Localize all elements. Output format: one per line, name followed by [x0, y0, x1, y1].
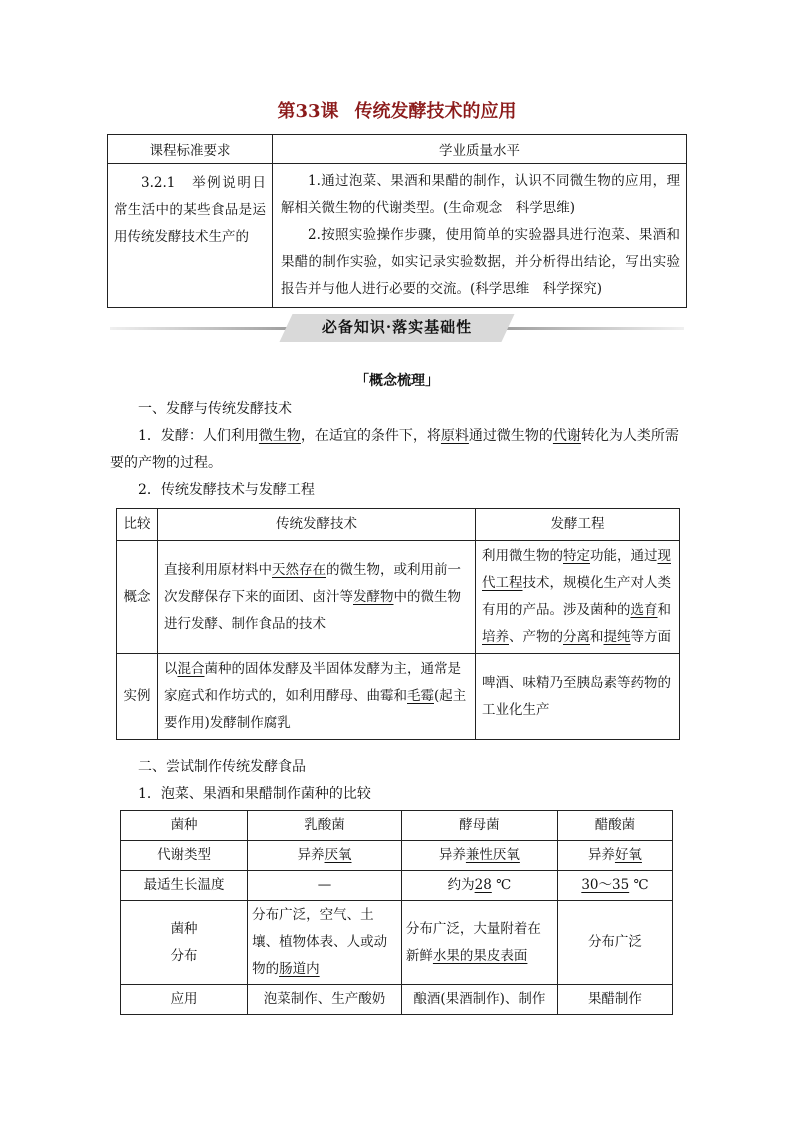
distribution-yeast: 分布广泛，大量附着在新鲜水果的果皮表面	[401, 901, 557, 985]
quality-level-1: 1.通过泡菜、果酒和果醋的制作，认识不同微生物的应用，理解相关微生物的代谢类型。(生命观念 科学思维)	[281, 173, 680, 216]
standards-header-left: 课程标准要求	[108, 135, 273, 164]
application-label: 应用	[121, 985, 248, 1015]
metabolism-lactic: 异养厌氧	[248, 841, 402, 871]
part1-heading: 一、发酵与传统发酵技术	[138, 401, 292, 417]
metabolism-label: 代谢类型	[121, 841, 248, 871]
concept-heading: 「概念梳理」	[355, 373, 439, 389]
part2-heading: 二、尝试制作传统发酵食品	[138, 759, 306, 775]
temperature-label: 最适生长温度	[121, 871, 248, 901]
temperature-yeast: 约为28 ℃	[401, 871, 557, 901]
ferm-header-compare: 比较	[117, 509, 158, 541]
standards-header-right: 学业质量水平	[273, 135, 687, 164]
ferm-concept-engineering: 利用微生物的特定功能，通过现代工程技术，规模化生产对人类有用的产品。涉及菌种的选育和培养、产物的分离和提纯等方面	[476, 541, 680, 654]
quality-level-2: 2.按照实验操作步骤，使用简单的实验器具进行泡菜、果酒和果醋的制作实验，如实记录实验数据，并分析得出结论，写出实验报告并与他人进行必要的交流。(科学思维 科学探究)	[281, 227, 680, 297]
ferm-header-engineering: 发酵工程	[476, 509, 680, 541]
ferm-concept-traditional: 直接利用原材料中天然存在的微生物，或利用前一次发酵保存下来的面团、卤汁等发酵物中的微生物进行发酵、制作食品的技术	[158, 541, 476, 654]
application-yeast: 酿酒(果酒制作)、制作	[401, 985, 557, 1015]
microbe-header-acetic: 醋酸菌	[557, 811, 672, 841]
lesson-number: 第33课	[277, 101, 339, 122]
temperature-lactic: —	[248, 871, 402, 901]
ferm-example-engineering: 啤酒、味精乃至胰岛素等药物的工业化生产	[476, 654, 680, 740]
page-title	[0, 97, 794, 123]
lesson-topic: 传统发酵技术的应用	[354, 101, 517, 122]
microbe-header-yeast: 酵母菌	[401, 811, 557, 841]
application-lactic: 泡菜制作、生产酸奶	[248, 985, 402, 1015]
ferm-row-example-label: 实例	[117, 654, 158, 740]
distribution-lactic: 分布广泛，空气、土壤、植物体表、人或动物的肠道内	[248, 901, 402, 985]
distribution-acetic: 分布广泛	[557, 901, 672, 985]
fermentation-definition: 1．发酵：人们利用微生物，在适宜的条件下，将原料通过微生物的代谢转化为人类所需要的产物的过程。	[110, 428, 679, 471]
fermentation-comparison-table	[116, 508, 680, 740]
ferm-row-concept-label: 概念	[117, 541, 158, 654]
banner-divider-left	[110, 327, 300, 330]
metabolism-acetic: 异养好氧	[557, 841, 672, 871]
ferm-example-traditional: 以混合菌种的固体发酵及半固体发酵为主，通常是家庭式和作坊式的，如利用酵母、曲霉和毛霉(起主要作用)发酵制作腐乳	[158, 654, 476, 740]
part1-subheading: 2．传统发酵技术与发酵工程	[138, 482, 315, 498]
microbe-header-lactic: 乳酸菌	[248, 811, 402, 841]
temperature-acetic: 30～35 ℃	[557, 871, 672, 901]
microbe-header-strain: 菌种	[121, 811, 248, 841]
metabolism-yeast: 异养兼性厌氧	[401, 841, 557, 871]
ferm-header-traditional: 传统发酵技术	[158, 509, 476, 541]
application-acetic: 果醋制作	[557, 985, 672, 1015]
banner-title: 必备知识·落实基础性	[321, 318, 473, 336]
section-banner	[110, 312, 684, 346]
distribution-label: 菌种 分布	[121, 901, 248, 985]
microbe-comparison-table	[120, 810, 673, 1015]
standards-table	[107, 134, 687, 308]
banner-divider-right	[494, 327, 684, 330]
curriculum-requirement: 3.2.1 举例说明日常生活中的某些食品是运用传统发酵技术生产的	[108, 164, 273, 308]
part2-subheading: 1．泡菜、果酒和果醋制作菌种的比较	[138, 786, 371, 802]
